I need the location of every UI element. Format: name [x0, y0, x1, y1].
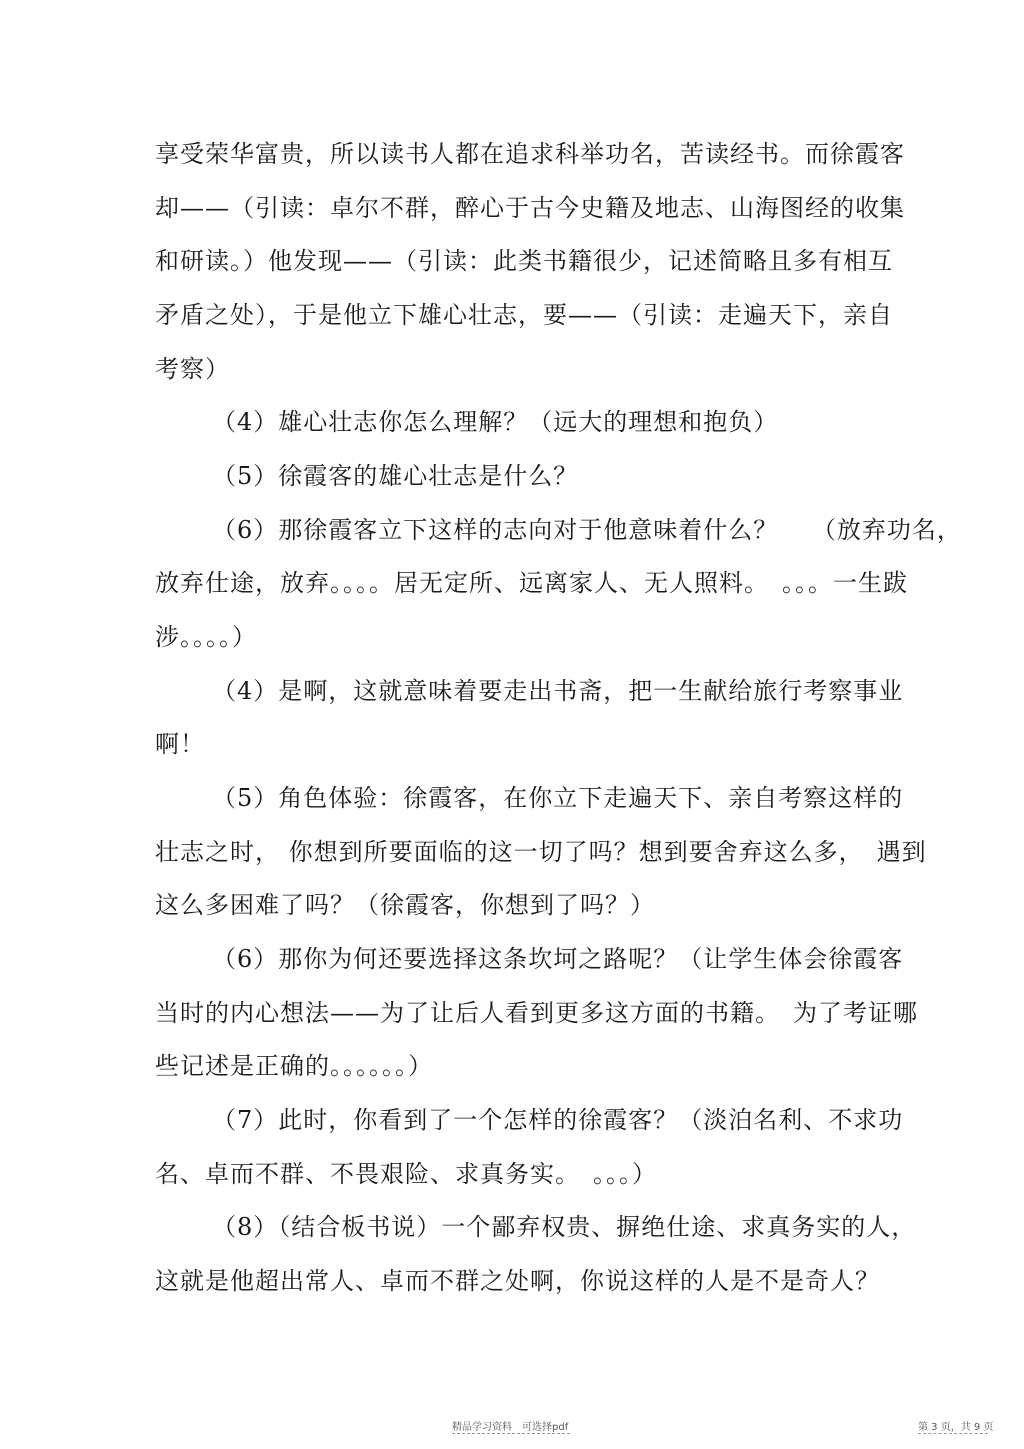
text-line: 和研读。）他发现——（引读：此类书籍很少，记述简略且多有相互	[155, 247, 893, 275]
text-line: 这么多困难了吗？（徐霞客，你想到了吗？）	[155, 891, 655, 919]
text-line: 啊！	[155, 730, 205, 758]
text-line: 这就是他超出常人、卓而不群之处啊，你说这样的人是不是奇人？	[155, 1267, 880, 1295]
text-line: 却——（引读：卓尔不群，醉心于古今史籍及地志、山海图经的收集	[155, 194, 905, 222]
footer-divider	[452, 1433, 570, 1434]
text-line: （8）（结合板书说）一个鄙弃权贵、摒绝仕途、求真务实的人，	[212, 1213, 917, 1241]
text-line: 名、卓而不群、不畏艰险、求真务实。 。。。）	[155, 1160, 657, 1188]
text-line: 考察）	[155, 355, 230, 383]
text-line: （5）徐霞客的雄心壮志是什么？	[212, 462, 579, 490]
text-line: 些记述是正确的。。。。。。）	[155, 1052, 433, 1080]
text-line: 涉。。。。）	[155, 623, 257, 651]
text-line: 当时的内心想法——为了让后人看到更多这方面的书籍。 为了考证哪	[155, 999, 918, 1027]
text-line: 放弃仕途，放弃。。。。居无定所、远离家人、无人照料。 。。。一生跋	[155, 569, 908, 597]
text-line: 享受荣华富贵，所以读书人都在追求科举功名，苦读经书。而徐霞客	[155, 140, 905, 168]
footer-watermark-text: 精品学习资料 可选择pdf	[452, 1422, 569, 1433]
text-line: 矛盾之处），于是他立下雄心壮志，要——（引读：走遍天下，亲自	[155, 301, 893, 329]
text-line: （4）是啊，这就意味着要走出书斋，把一生献给旅行考察事业	[212, 677, 904, 705]
text-line: （4）雄心壮志你怎么理解？（远大的理想和抱负）	[212, 408, 779, 436]
text-line: （5）角色体验：徐霞客，在你立下走遍天下、亲自考察这样的	[212, 784, 904, 812]
footer-divider	[918, 1433, 988, 1434]
text-line: （7）此时，你看到了一个怎样的徐霞客？（淡泊名利、不求功	[212, 1106, 904, 1134]
text-line: 壮志之时， 你想到所要面临的这一切了吗？想到要舍弃这么多， 遇到	[155, 838, 927, 866]
page-number: 第 3 页，共 9 页	[918, 1422, 994, 1433]
text-line: （6）那你为何还要选择这条坎坷之路呢？（让学生体会徐霞客	[212, 945, 904, 973]
text-line: （6）那徐霞客立下这样的志向对于他意味着什么？ （放弃功名，	[212, 516, 962, 544]
